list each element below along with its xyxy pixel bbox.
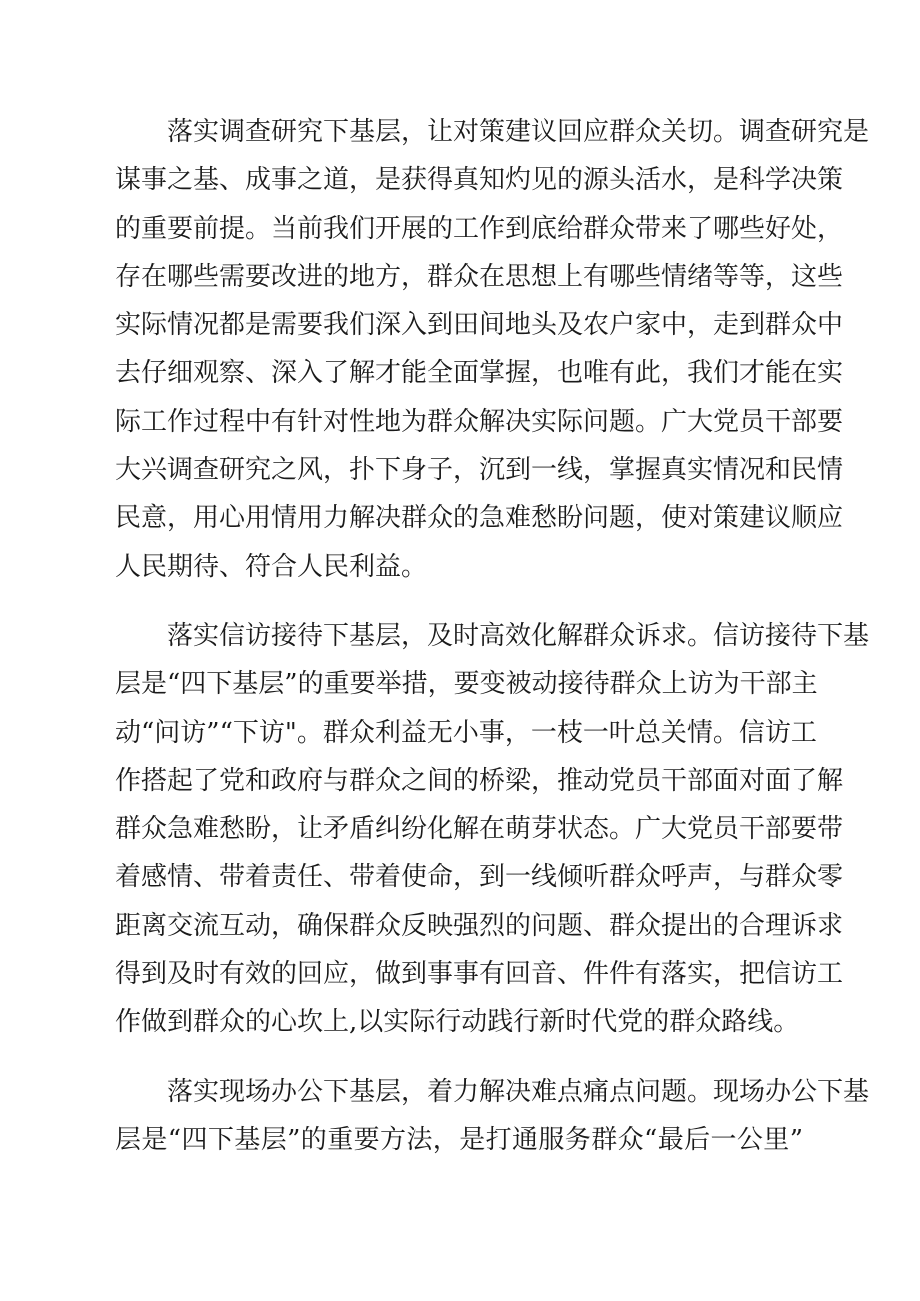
text-line: 层是“四下基层”的重要方法，是打通服务群众“最后一公里” (115, 1124, 803, 1155)
text-line: 得到及时有效的回应，做到事事有回音、件件有落实，把信访工 (115, 959, 844, 990)
text-line: 动“问访”“下访"。群众利益无小事，一枝一叶总关情。信访工 (115, 717, 817, 748)
text-line: 落实信访接待下基层，及时高效化解群众诉求。信访接待下基 (167, 620, 870, 651)
text-line: 落实现场办公下基层，着力解决难点痛点问题。现场办公下基 (167, 1076, 870, 1107)
text-line: 实际情况都是需要我们深入到田间地头及农户家中，走到群众中 (115, 310, 844, 341)
paragraph-3 (115, 1068, 870, 1165)
text-line: 去仔细观察、深入了解才能全面掌握，也唯有此，我们才能在实 (115, 358, 844, 389)
text-line: 着感情、带着责任、带着使命，到一线倾听群众呼声，与群众零 (115, 862, 844, 893)
paragraph-1 (115, 108, 870, 591)
text-line: 落实调查研究下基层，让对策建议回应群众关切。调查研究是 (167, 117, 870, 147)
text-line: 谋事之基、成事之道，是获得真知灼见的源头活水，是科学决策 (115, 165, 844, 196)
document-body (115, 108, 870, 1185)
text-line: 人民期待、符合人民利益。 (115, 551, 428, 582)
paragraph-2 (115, 612, 870, 1047)
text-line: 的重要前提。当前我们开展的工作到底给群众带来了哪些好处， (115, 213, 844, 244)
text-line: 群众急难愁盼，让矛盾纠纷化解在萌芽状态。广大党员干部要带 (115, 814, 844, 845)
text-line: 作做到群众的心坎上,以实际行动践行新时代党的群众路线。 (115, 1007, 800, 1038)
text-line: 作搭起了党和政府与群众之间的桥梁，推动党员干部面对面了解 (115, 765, 844, 796)
text-line: 层是“四下基层”的重要举措，要变被动接待群众上访为干部主 (115, 669, 818, 700)
text-line: 际工作过程中有针对性地为群众解决实际问题。广大党员干部要 (115, 406, 844, 437)
text-line: 民意，用心用情用力解决群众的急难愁盼问题，使对策建议顺应 (115, 503, 844, 534)
text-line: 存在哪些需要改进的地方，群众在思想上有哪些情绪等等，这些 (115, 261, 844, 292)
text-line: 大兴调查研究之风，扑下身子，沉到一线，掌握真实情况和民情 (115, 455, 844, 486)
text-line: 距离交流互动，确保群众反映强烈的问题、群众提出的合理诉求 (115, 910, 844, 941)
